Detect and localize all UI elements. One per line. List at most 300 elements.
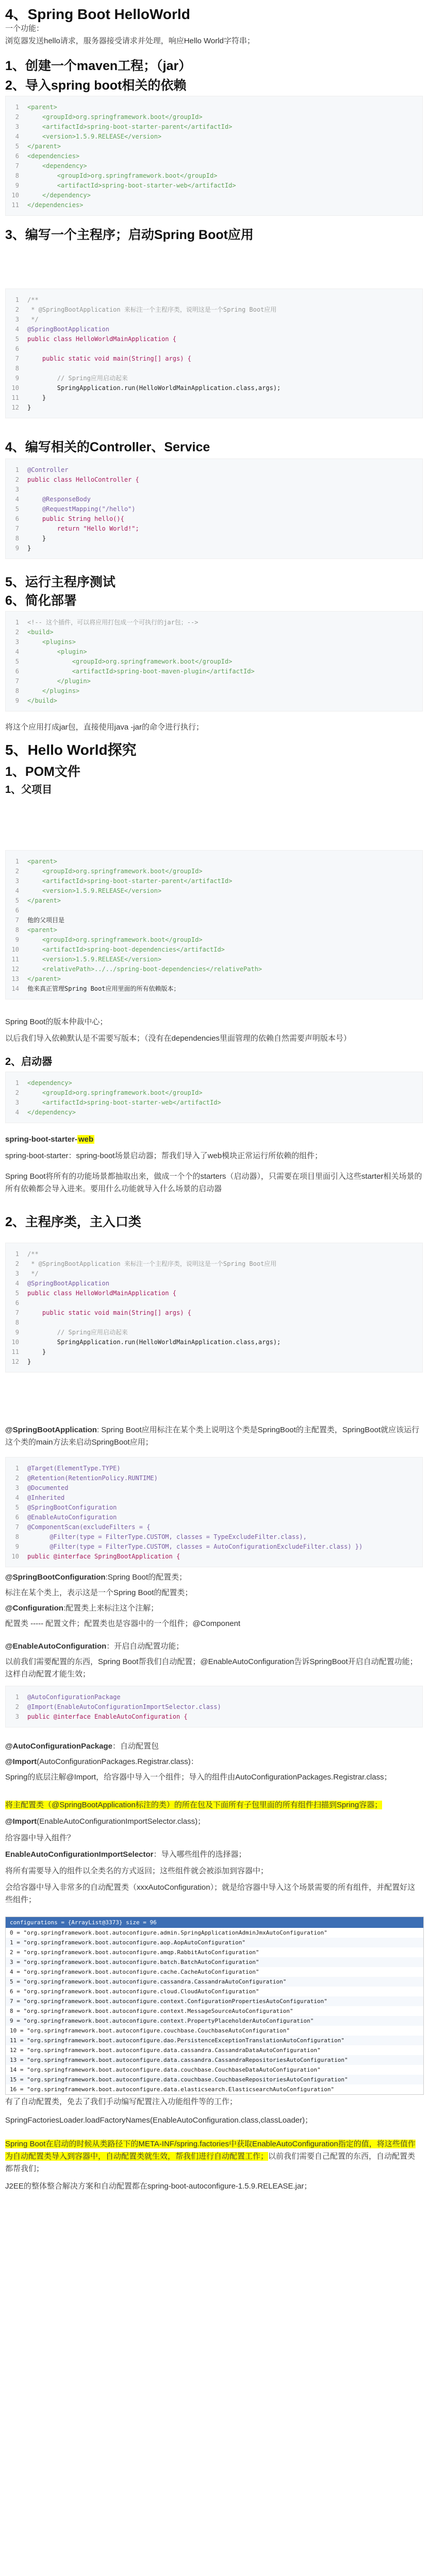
line-number: 10	[11, 946, 19, 953]
line-number: 10	[11, 1338, 19, 1346]
code-text: </parent>	[27, 975, 61, 982]
code-block-sba-annotation	[5, 1457, 423, 1567]
code-text: @ResponseBody	[27, 496, 91, 503]
code-text: </build>	[27, 697, 57, 704]
debugger-row[interactable]: 15 = "org.springframework.boot.autoconfigure.data.couchbase.CouchbaseRepositoriesAutoConfiguration"	[6, 2075, 423, 2084]
line-number: 11	[11, 394, 19, 401]
code-block-eac	[5, 1686, 423, 1727]
code-text: </parent>	[27, 143, 61, 150]
line-number: 1	[15, 104, 19, 111]
code-text: <!-- 这个插件，可以将应用打包成一个可执行的jar包；-->	[27, 619, 199, 626]
code-line	[6, 161, 422, 171]
line-number: 7	[15, 162, 19, 170]
line-number: 3	[15, 1484, 19, 1492]
line-number: 11	[11, 956, 19, 963]
code-text: <artifactId>spring-boot-starter-web</artifactId>	[27, 182, 236, 189]
debugger-row[interactable]: 2 = "org.springframework.boot.autoconfigure.amqp.RabbitAutoConfiguration"	[10, 1949, 259, 1956]
sba-label: @SpringBootApplication	[5, 1426, 97, 1434]
heading-run-test: 5、运行主程序测试	[5, 575, 116, 589]
code-text: <groupId>org.springframework.boot</groupId>	[27, 658, 233, 665]
code-text: SpringApplication.run(HelloWorldMainApplication.class,args);	[27, 1338, 281, 1346]
debugger-row[interactable]: 7 = "org.springframework.boot.autoconfigure.context.ConfigurationPropertiesAutoConfiguration"	[6, 1996, 423, 2006]
import-registrar-desc: Spring的底层注解@Import，给容器中导入一个组件；导入的组件由AutoConfigurationPackages.Registrar.class；	[5, 1773, 392, 1782]
version-center-text: Spring Boot的版本仲裁中心；	[5, 1018, 108, 1026]
code-line	[6, 1108, 422, 1117]
code-text: </dependency>	[27, 192, 91, 199]
code-line	[6, 514, 422, 524]
line-number: 3	[15, 1099, 19, 1106]
line-number: 1	[15, 296, 19, 303]
code-text: }	[27, 394, 46, 401]
import-selector-line	[5, 1816, 423, 1828]
code-line	[6, 618, 422, 628]
line-number: 14	[11, 985, 19, 992]
code-line	[6, 1493, 422, 1503]
code-text: // Spring应用启动起来	[27, 375, 128, 382]
code-line	[6, 465, 422, 475]
debugger-row[interactable]: 16 = "org.springframework.boot.autoconfigure.data.elasticsearch.ElasticsearchAutoConfiguration"	[10, 2086, 335, 2093]
highlight-factories-tail: 以前我们需要自己配置的东西，自动配置类都帮我们；	[5, 2152, 416, 2173]
debugger-row[interactable]: 6 = "org.springframework.boot.autoconfigure.cloud.CloudAutoConfiguration"	[10, 1988, 259, 1995]
line-number: 3	[15, 486, 19, 493]
intro-line-1: 一个功能：	[5, 24, 44, 33]
debugger-screenshot	[5, 1917, 424, 2095]
code-line	[6, 916, 422, 925]
import-label-1: @Import	[5, 1757, 37, 1766]
line-number: 4	[15, 326, 19, 333]
starter-name: spring-boot-starter-	[5, 1135, 77, 1144]
code-text: @Filter(type = FilterType.CUSTOM, classes = AutoConfigurationExcludeFilter.class) })	[27, 1543, 363, 1550]
code-text: <artifactId>spring-boot-starter-parent</artifactId>	[27, 123, 233, 130]
code-text: }	[27, 535, 46, 542]
line-number: 6	[15, 345, 19, 352]
code-line	[6, 495, 422, 504]
code-text: <groupId>org.springframework.boot</groupId>	[27, 172, 218, 179]
code-text: <parent>	[27, 858, 57, 865]
code-line	[6, 628, 422, 637]
code-line	[6, 200, 422, 210]
code-line	[6, 1712, 422, 1722]
line-number: 2	[15, 629, 19, 636]
code-block-parent	[5, 850, 423, 999]
code-line	[6, 1269, 422, 1279]
code-line	[6, 383, 422, 393]
line-number: 4	[15, 648, 19, 655]
code-text: <artifactId>spring-boot-dependencies</artifactId>	[27, 946, 225, 953]
code-text: public class HelloWorldMainApplication {	[27, 1290, 176, 1297]
line-number: 3	[15, 123, 19, 130]
line-number: 6	[15, 907, 19, 914]
code-line	[6, 1532, 422, 1542]
line-number: 2	[15, 1089, 19, 1096]
debugger-header: configurations = {ArrayList@3373} size = 96	[6, 1917, 423, 1928]
configuration-desc: 配置类 ----- 配置文件；配置类也是容器中的一个组件；@Component	[5, 1619, 241, 1628]
code-line	[6, 344, 422, 354]
code-line	[6, 896, 422, 906]
default-version-text: 以后我们导入依赖默认是不需要写版本；（没有在dependencies里面管理的依赖自然需要声明版本号）	[5, 1034, 351, 1043]
heading-simplify-deploy: 6、简化部署	[5, 594, 77, 608]
acp-text: ：自动配置包	[112, 1742, 159, 1751]
code-line	[6, 667, 422, 676]
line-number: 1	[15, 619, 19, 626]
code-line	[6, 955, 422, 964]
sba-desc	[5, 1424, 423, 1449]
starter-web-highlight: web	[78, 1135, 94, 1144]
line-number: 5	[15, 143, 19, 150]
line-number: 11	[11, 1348, 19, 1355]
debugger-row[interactable]: 12 = "org.springframework.boot.autoconfigure.data.cassandra.CassandraDataAutoConfiguration"	[10, 2047, 321, 2054]
code-line	[6, 1513, 422, 1522]
code-text: public @interface EnableAutoConfiguration {	[27, 1713, 188, 1720]
code-text: public class HelloController {	[27, 476, 139, 483]
code-line	[6, 142, 422, 151]
line-number: 3	[15, 316, 19, 323]
code-text: </parent>	[27, 897, 61, 904]
code-line	[6, 876, 422, 886]
import-label-2: @Import	[5, 1817, 37, 1826]
code-line	[6, 1702, 422, 1712]
highlight-factories-block	[5, 2138, 423, 2175]
code-line	[6, 1473, 422, 1483]
code-block-build-plugin	[5, 611, 423, 711]
code-text: * @SpringBootApplication 来标注一个主程序类，说明这是一个Spring Boot应用	[27, 306, 277, 313]
code-text: @Import(EnableAutoConfigurationImportSelector.class)	[27, 1703, 221, 1710]
line-number: 6	[15, 152, 19, 160]
line-number: 7	[15, 1523, 19, 1531]
code-line	[6, 534, 422, 544]
acp-line	[5, 1740, 423, 1753]
selector-desc-1: 将所有需要导入的组件以全类名的方式返回；这些组件就会被添加到容器中；	[5, 1867, 269, 1875]
starter-desc: spring-boot-starter：spring-boot场景启动器；帮我们导入了web模块正常运行所依赖的组件；	[5, 1151, 323, 1160]
line-number: 7	[15, 355, 19, 362]
debugger-row[interactable]: 8 = "org.springframework.boot.autoconfigure.context.MessageSourceAutoConfiguration"	[10, 2008, 293, 2014]
code-line	[6, 1259, 422, 1269]
selector-line	[5, 1849, 423, 1861]
code-line	[6, 1088, 422, 1098]
code-text: public @interface SpringBootApplication {	[27, 1553, 180, 1560]
code-block-pom-deps	[5, 96, 423, 216]
line-number: 9	[15, 1543, 19, 1550]
code-block-main-class	[5, 1243, 423, 1372]
code-text: <parent>	[27, 926, 57, 934]
code-line	[6, 935, 422, 945]
line-number: 1	[15, 1465, 19, 1472]
debugger-row[interactable]: 0 = "org.springframework.boot.autoconfigure.admin.SpringApplicationAdminJmxAutoConfiguration"	[10, 1929, 327, 1936]
line-number: 12	[11, 1358, 19, 1365]
line-number: 9	[15, 936, 19, 943]
configuration-label: @Configuration	[5, 1604, 63, 1613]
code-text: @ComponentScan(excludeFilters = {	[27, 1523, 151, 1531]
code-line	[6, 906, 422, 916]
code-line	[6, 1483, 422, 1493]
code-text: @Retention(RetentionPolicy.RUNTIME)	[27, 1475, 158, 1482]
line-number: 8	[15, 365, 19, 372]
code-text: SpringApplication.run(HelloWorldMainApplication.class,args);	[27, 384, 281, 392]
code-text: </dependency>	[27, 1109, 76, 1116]
code-line	[6, 696, 422, 706]
line-number: 9	[15, 545, 19, 552]
code-line	[6, 151, 422, 161]
code-line	[6, 637, 422, 647]
code-text: <artifactId>spring-boot-maven-plugin</artifactId>	[27, 668, 255, 675]
line-number: 2	[15, 1475, 19, 1482]
code-text: // Spring应用启动起来	[27, 1329, 128, 1336]
code-line	[6, 1347, 422, 1357]
configuration-line	[5, 1602, 423, 1615]
sbc-label: @SpringBootConfiguration	[5, 1573, 106, 1582]
line-number: 8	[15, 535, 19, 542]
code-line	[6, 181, 422, 191]
code-text: @EnableAutoConfiguration	[27, 1514, 117, 1521]
line-number: 12	[11, 404, 19, 411]
line-number: 8	[15, 926, 19, 934]
code-text: <plugins>	[27, 638, 76, 646]
line-number: 1	[15, 1250, 19, 1258]
debugger-row[interactable]: 3 = "org.springframework.boot.autoconfigure.batch.BatchAutoConfiguration"	[6, 1957, 423, 1967]
line-number: 10	[11, 384, 19, 392]
code-line	[6, 132, 422, 142]
line-number: 1	[15, 466, 19, 473]
code-line	[6, 1318, 422, 1328]
line-number: 2	[15, 1703, 19, 1710]
line-number: 2	[15, 868, 19, 875]
line-number: 2	[15, 113, 19, 121]
starter-name-line	[5, 1133, 423, 1146]
debugger-row[interactable]: 11 = "org.springframework.boot.autoconfigure.dao.PersistenceExceptionTranslationAutoConfiguration"	[6, 2036, 423, 2045]
code-line	[6, 315, 422, 325]
code-line	[6, 393, 422, 403]
line-number: 3	[15, 638, 19, 646]
code-text: @Documented	[27, 1484, 69, 1492]
line-number: 9	[15, 182, 19, 189]
code-text: <groupId>org.springframework.boot</groupId>	[27, 868, 203, 875]
configuration-text: :配置类上来标注这个注解；	[63, 1604, 159, 1613]
sbc-text: :Spring Boot的配置类；	[105, 1573, 187, 1582]
line-number: 3	[15, 1270, 19, 1277]
code-line	[6, 657, 422, 667]
selector-desc-2: 会给容器中导入非常多的自动配置类（xxxAutoConfiguration）；就是给容器中导入这个场景需要的所有组件，并配置好这些组件；	[5, 1883, 416, 1904]
line-number: 5	[15, 1504, 19, 1511]
code-line	[6, 1692, 422, 1702]
code-line	[6, 984, 422, 994]
code-line	[6, 403, 422, 413]
code-text: <parent>	[27, 104, 57, 111]
line-number: 3	[15, 1713, 19, 1720]
selector-label: EnableAutoConfigurationImportSelector	[5, 1850, 154, 1859]
line-number: 5	[15, 658, 19, 665]
highlight-scan-line	[5, 1799, 423, 1811]
code-line	[6, 103, 422, 112]
heading-import-deps: 2、导入spring boot相关的依赖	[5, 78, 187, 93]
code-line	[6, 112, 422, 122]
code-text: 他来真正管理Spring Boot应用里面的所有依赖版本；	[27, 985, 180, 992]
heading-helloworld-explore: 5、Hello World探究	[5, 742, 137, 758]
code-line	[6, 1249, 422, 1259]
code-line	[6, 1357, 422, 1367]
line-number: 2	[15, 306, 19, 313]
code-line	[6, 1078, 422, 1088]
code-text: <relativePath>../../spring-boot-dependencies</relativePath>	[27, 965, 262, 973]
code-line	[6, 364, 422, 374]
line-number: 4	[15, 1280, 19, 1287]
line-number: 7	[15, 677, 19, 685]
code-text: <dependencies>	[27, 152, 80, 160]
code-text: <artifactId>spring-boot-starter-web</artifactId>	[27, 1099, 221, 1106]
intro-line-2: 浏览器发送hello请求，服务器接受请求并处理，响应Hello World字符串；	[5, 37, 255, 45]
code-line	[6, 974, 422, 984]
code-line	[6, 1542, 422, 1552]
code-line	[6, 1503, 422, 1513]
code-line	[6, 122, 422, 132]
code-text: public class HelloWorldMainApplication {	[27, 335, 176, 343]
code-line	[6, 325, 422, 334]
eac-desc: 以前我们需要配置的东西，Spring Boot帮我们自动配置；@EnableAutoConfiguration告诉SpringBoot开启自动配置功能；这样自动配置才能生效；	[5, 1657, 418, 1679]
code-text: }	[27, 404, 31, 411]
code-line	[6, 1464, 422, 1473]
code-text: public static void main(String[] args) {	[27, 1309, 191, 1316]
eac-line	[5, 1640, 423, 1653]
code-text: </plugin>	[27, 677, 91, 685]
line-number: 8	[15, 1319, 19, 1326]
code-text: <plugin>	[27, 648, 87, 655]
import-selector-text: (EnableAutoConfigurationImportSelector.class)；	[37, 1817, 206, 1826]
code-text: <groupId>org.springframework.boot</groupId>	[27, 1089, 203, 1096]
selector-text: ：导入哪些组件的选择器；	[153, 1850, 246, 1859]
code-text: @Filter(type = FilterType.CUSTOM, classes = TypeExcludeFilter.class),	[27, 1533, 307, 1540]
code-line	[6, 945, 422, 955]
line-number: 3	[15, 877, 19, 885]
code-text: <groupId>org.springframework.boot</groupId>	[27, 113, 203, 121]
line-number: 7	[15, 525, 19, 532]
code-text: <artifactId>spring-boot-starter-parent</artifactId>	[27, 877, 233, 885]
sbc-desc: 标注在某个类上，表示这是一个Spring Boot的配置类；	[5, 1588, 193, 1597]
code-text: @SpringBootApplication	[27, 326, 109, 333]
line-number: 10	[11, 192, 19, 199]
code-line	[6, 1279, 422, 1289]
code-text: <version>1.5.9.RELEASE</version>	[27, 887, 162, 894]
line-number: 7	[15, 917, 19, 924]
heading-main-program: 3、编写一个主程序；启动Spring Boot应用	[5, 228, 254, 242]
after-text-2: SpringFactoriesLoader.loadFactoryNames(EnableAutoConfiguration.class,classLoader)；	[5, 2116, 313, 2125]
debugger-row[interactable]: 14 = "org.springframework.boot.autoconfigure.data.couchbase.CouchbaseDataAutoConfiguration"	[10, 2066, 321, 2073]
code-line	[6, 686, 422, 696]
debugger-row[interactable]: 5 = "org.springframework.boot.autoconfigure.cassandra.CassandraAutoConfiguration"	[6, 1977, 423, 1987]
line-number: 8	[15, 687, 19, 694]
code-line	[6, 524, 422, 534]
code-line	[6, 676, 422, 686]
code-text: @Controller	[27, 466, 69, 473]
autoconfigure-jar-text: J2EE的整体整合解决方案和自动配置都在spring-boot-autoconfigure-1.5.9.RELEASE.jar；	[5, 2182, 312, 2191]
code-text: * @SpringBootApplication 来标注一个主程序类，说明这是一个Spring Boot应用	[27, 1260, 277, 1267]
code-text: */	[27, 1270, 39, 1277]
line-number: 4	[15, 1494, 19, 1501]
code-text: <build>	[27, 629, 54, 636]
code-line	[6, 544, 422, 553]
code-line	[6, 504, 422, 514]
line-number: 4	[15, 1109, 19, 1116]
code-text: }	[27, 1348, 46, 1355]
code-text: @AutoConfigurationPackage	[27, 1693, 121, 1701]
code-line	[6, 867, 422, 876]
code-text: <version>1.5.9.RELEASE</version>	[27, 133, 162, 140]
code-line	[6, 295, 422, 305]
code-text: <dependency>	[27, 1079, 72, 1087]
code-text: <groupId>org.springframework.boot</groupId>	[27, 936, 203, 943]
line-number: 6	[15, 1514, 19, 1521]
line-number: 1	[15, 1693, 19, 1701]
line-number: 2	[15, 476, 19, 483]
eac-text: ：开启自动配置功能；	[106, 1642, 184, 1651]
line-number: 9	[15, 375, 19, 382]
code-text: <dependency>	[27, 162, 87, 170]
code-line	[6, 171, 422, 181]
code-block-main-app	[5, 289, 423, 418]
line-number: 5	[15, 335, 19, 343]
code-line	[6, 1328, 422, 1337]
line-number: 9	[15, 1329, 19, 1336]
debugger-row[interactable]: 4 = "org.springframework.boot.autoconfigure.cache.CacheAutoConfiguration"	[10, 1969, 259, 1975]
code-block-controller	[5, 459, 423, 559]
line-number: 6	[15, 1299, 19, 1307]
eac-label: @EnableAutoConfiguration	[5, 1642, 107, 1651]
code-line	[6, 1337, 422, 1347]
line-number: 13	[11, 975, 19, 982]
line-number: 5	[15, 897, 19, 904]
code-line	[6, 886, 422, 896]
debugger-row[interactable]: 1 = "org.springframework.boot.autoconfigure.aop.AopAutoConfiguration"	[6, 1938, 423, 1947]
code-line	[6, 475, 422, 485]
heading-create-maven: 1、创建一个maven工程；（jar）	[5, 59, 192, 73]
debugger-row[interactable]: 13 = "org.springframework.boot.autoconfigure.data.cassandra.CassandraRepositoriesAutoConfiguration"	[6, 2055, 423, 2065]
code-text: @SpringBootApplication	[27, 1280, 109, 1287]
sbc-line	[5, 1571, 423, 1584]
code-line	[6, 485, 422, 495]
heading-parent-project: 1、父项目	[5, 784, 53, 795]
heading-pom-file: 1、POM文件	[5, 765, 80, 779]
code-line	[6, 647, 422, 657]
code-line	[6, 1552, 422, 1562]
code-line	[6, 1308, 422, 1318]
debugger-row[interactable]: 10 = "org.springframework.boot.autoconfigure.couchbase.CouchbaseAutoConfiguration"	[10, 2027, 290, 2034]
code-text: @SpringBootConfiguration	[27, 1504, 117, 1511]
heading-starter: 2、启动器	[5, 1056, 53, 1067]
code-text: </dependencies>	[27, 201, 84, 209]
code-text: @Inherited	[27, 1494, 65, 1501]
line-number: 4	[15, 496, 19, 503]
code-text: return "Hello World!";	[27, 525, 139, 532]
starter-desc-2: Spring Boot将所有的功能场景都抽取出来，做成一个个的starters（启动器），只需要在项目里面引入这些starter相关场景的所有依赖都会导入进来。要用什么功能就导入什么场景的启动器	[5, 1172, 422, 1193]
code-text: }	[27, 545, 31, 552]
code-text: 他的父项目是	[27, 917, 65, 924]
code-text: }	[27, 1358, 31, 1365]
code-text: public String hello(){	[27, 515, 124, 522]
debugger-row[interactable]: 9 = "org.springframework.boot.autoconfigure.context.PropertyPlaceholderAutoConfiguration"	[6, 2016, 423, 2026]
code-line	[6, 191, 422, 200]
import-registrar-line	[5, 1756, 423, 1768]
line-number: 4	[15, 887, 19, 894]
line-number: 6	[15, 515, 19, 522]
code-line	[6, 857, 422, 867]
code-line	[6, 1298, 422, 1308]
code-line	[6, 305, 422, 315]
code-text: @RequestMapping("/hello")	[27, 505, 136, 513]
line-number: 2	[15, 1260, 19, 1267]
line-number: 5	[15, 505, 19, 513]
line-number: 4	[15, 133, 19, 140]
code-line	[6, 354, 422, 364]
code-line	[6, 1289, 422, 1298]
code-block-starter-dep	[5, 1072, 423, 1123]
